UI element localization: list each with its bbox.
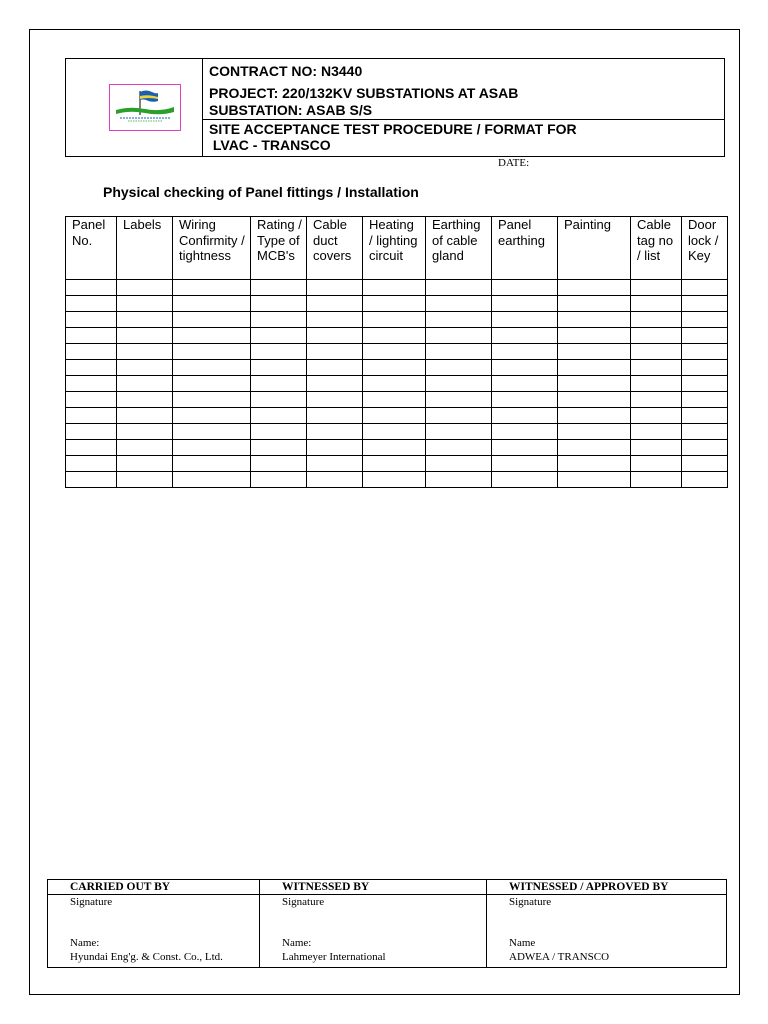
col-header-cable-tag: Cable tag no / list xyxy=(631,217,682,280)
table-cell[interactable] xyxy=(426,408,492,424)
table-cell[interactable] xyxy=(307,360,363,376)
table-cell[interactable] xyxy=(173,456,251,472)
table-cell[interactable] xyxy=(363,456,426,472)
table-cell[interactable] xyxy=(363,392,426,408)
table-cell[interactable] xyxy=(558,344,631,360)
table-cell[interactable] xyxy=(307,424,363,440)
table-cell[interactable] xyxy=(117,360,173,376)
table-cell[interactable] xyxy=(631,360,682,376)
table-row xyxy=(66,296,728,312)
table-cell[interactable] xyxy=(117,376,173,392)
table-cell[interactable] xyxy=(363,344,426,360)
table-cell[interactable] xyxy=(492,392,558,408)
table-cell[interactable] xyxy=(363,360,426,376)
table-cell[interactable] xyxy=(682,344,728,360)
table-cell[interactable] xyxy=(682,312,728,328)
table-cell[interactable] xyxy=(307,328,363,344)
table-cell[interactable] xyxy=(558,360,631,376)
table-cell[interactable] xyxy=(558,392,631,408)
table-cell[interactable] xyxy=(117,328,173,344)
carried-out-by-cell[interactable] xyxy=(48,895,260,968)
date-label: DATE: xyxy=(498,157,530,169)
signature-label: Signature xyxy=(282,896,325,908)
witnessed-by-cell[interactable] xyxy=(260,895,487,968)
table-row xyxy=(66,392,728,408)
col-header-rating: Rating / Type of MCB's xyxy=(251,217,307,280)
table-cell[interactable] xyxy=(426,296,492,312)
table-cell[interactable] xyxy=(117,280,173,296)
table-cell[interactable] xyxy=(631,296,682,312)
table-cell[interactable] xyxy=(66,376,117,392)
table-cell[interactable] xyxy=(558,456,631,472)
table-cell[interactable] xyxy=(631,328,682,344)
organization-label: ADWEA / TRANSCO xyxy=(509,951,610,963)
col-header-panel-no: Panel No. xyxy=(66,217,117,280)
table-cell[interactable] xyxy=(426,312,492,328)
table-cell[interactable] xyxy=(66,280,117,296)
table-cell[interactable] xyxy=(682,392,728,408)
table-cell[interactable] xyxy=(492,280,558,296)
table-cell[interactable] xyxy=(492,472,558,488)
table-cell[interactable] xyxy=(558,424,631,440)
table-cell[interactable] xyxy=(492,344,558,360)
col-header-cable-duct: Cable duct covers xyxy=(307,217,363,280)
table-row xyxy=(66,424,728,440)
title-line-1: SITE ACCEPTANCE TEST PROCEDURE / FORMAT FOR xyxy=(209,121,577,137)
table-cell[interactable] xyxy=(631,344,682,360)
table-cell[interactable] xyxy=(66,408,117,424)
flag-logo-icon xyxy=(110,85,180,130)
table-cell[interactable] xyxy=(631,280,682,296)
table-cell[interactable] xyxy=(251,472,307,488)
col-header-earthing-gland: Earthing of cable gland xyxy=(426,217,492,280)
table-cell[interactable] xyxy=(682,376,728,392)
table-cell[interactable] xyxy=(631,424,682,440)
table-cell[interactable] xyxy=(558,280,631,296)
table-cell[interactable] xyxy=(426,456,492,472)
table-cell[interactable] xyxy=(631,392,682,408)
table-cell[interactable] xyxy=(426,280,492,296)
table-cell[interactable] xyxy=(66,296,117,312)
table-cell[interactable] xyxy=(631,312,682,328)
table-cell[interactable] xyxy=(251,360,307,376)
table-cell[interactable] xyxy=(682,280,728,296)
col-header-heating: Heating / lighting circuit xyxy=(363,217,426,280)
signature-label: Signature xyxy=(70,896,113,908)
signature-label: Signature xyxy=(509,896,552,908)
table-cell[interactable] xyxy=(117,424,173,440)
table-cell[interactable] xyxy=(251,344,307,360)
table-cell[interactable] xyxy=(251,296,307,312)
table-row xyxy=(66,360,728,376)
table-cell[interactable] xyxy=(307,456,363,472)
table-cell[interactable] xyxy=(426,344,492,360)
table-cell[interactable] xyxy=(682,440,728,456)
table-row xyxy=(66,408,728,424)
table-cell[interactable] xyxy=(363,424,426,440)
table-cell[interactable] xyxy=(173,360,251,376)
table-cell[interactable] xyxy=(492,376,558,392)
table-cell[interactable] xyxy=(492,328,558,344)
table-row xyxy=(66,472,728,488)
name-label: Name: xyxy=(282,937,312,949)
table-row xyxy=(66,280,728,296)
table-cell[interactable] xyxy=(173,312,251,328)
table-cell[interactable] xyxy=(251,312,307,328)
table-cell[interactable] xyxy=(251,456,307,472)
table-cell[interactable] xyxy=(558,408,631,424)
table-cell[interactable] xyxy=(173,392,251,408)
table-cell[interactable] xyxy=(363,328,426,344)
table-header-row xyxy=(66,217,728,280)
table-cell[interactable] xyxy=(251,408,307,424)
table-cell[interactable] xyxy=(682,424,728,440)
table-cell[interactable] xyxy=(66,344,117,360)
table-cell[interactable] xyxy=(492,360,558,376)
table-row xyxy=(66,312,728,328)
company-logo xyxy=(109,84,181,131)
table-cell[interactable] xyxy=(307,312,363,328)
table-cell[interactable] xyxy=(426,472,492,488)
table-cell[interactable] xyxy=(117,408,173,424)
table-cell[interactable] xyxy=(117,312,173,328)
table-cell[interactable] xyxy=(307,344,363,360)
table-cell[interactable] xyxy=(173,472,251,488)
table-cell[interactable] xyxy=(631,376,682,392)
table-cell[interactable] xyxy=(66,392,117,408)
carried-out-by-heading: CARRIED OUT BY xyxy=(48,880,260,895)
table-cell[interactable] xyxy=(558,312,631,328)
table-cell[interactable] xyxy=(492,456,558,472)
table-cell[interactable] xyxy=(492,408,558,424)
table-row xyxy=(66,328,728,344)
signature-body-row xyxy=(48,895,727,968)
signature-header-row xyxy=(48,880,727,895)
page-border xyxy=(29,29,740,995)
table-cell[interactable] xyxy=(492,424,558,440)
table-cell[interactable] xyxy=(631,408,682,424)
table-cell[interactable] xyxy=(307,472,363,488)
table-cell[interactable] xyxy=(251,280,307,296)
table-cell[interactable] xyxy=(631,472,682,488)
table-cell[interactable] xyxy=(251,424,307,440)
table-cell[interactable] xyxy=(117,296,173,312)
col-header-painting: Painting xyxy=(558,217,631,280)
table-cell[interactable] xyxy=(307,296,363,312)
table-cell[interactable] xyxy=(117,456,173,472)
organization-label: Lahmeyer International xyxy=(282,951,386,963)
table-cell[interactable] xyxy=(426,328,492,344)
table-cell[interactable] xyxy=(117,440,173,456)
witnessed-by-heading: WITNESSED BY xyxy=(260,880,487,895)
table-cell[interactable] xyxy=(492,296,558,312)
table-cell[interactable] xyxy=(682,456,728,472)
table-row xyxy=(66,440,728,456)
table-cell[interactable] xyxy=(631,456,682,472)
table-cell[interactable] xyxy=(426,440,492,456)
table-row xyxy=(66,344,728,360)
table-cell[interactable] xyxy=(66,472,117,488)
table-cell[interactable] xyxy=(251,328,307,344)
table-cell[interactable] xyxy=(426,376,492,392)
col-header-wiring: Wiring Confirmity / tightness xyxy=(173,217,251,280)
approved-by-cell[interactable] xyxy=(487,895,727,968)
table-cell[interactable] xyxy=(682,472,728,488)
name-label: Name: xyxy=(70,937,100,949)
title-line-2: LVAC - TRANSCO xyxy=(209,137,331,153)
table-cell[interactable] xyxy=(307,376,363,392)
name-label: Name xyxy=(509,937,536,949)
logo-cell xyxy=(66,59,203,156)
table-cell[interactable] xyxy=(66,440,117,456)
table-cell[interactable] xyxy=(363,296,426,312)
table-cell[interactable] xyxy=(66,328,117,344)
table-cell[interactable] xyxy=(251,392,307,408)
col-header-panel-earthing: Panel earthing xyxy=(492,217,558,280)
table-cell[interactable] xyxy=(173,376,251,392)
table-cell[interactable] xyxy=(492,312,558,328)
table-cell[interactable] xyxy=(117,472,173,488)
project-name: PROJECT: 220/132KV SUBSTATIONS AT ASAB xyxy=(209,85,519,101)
table-cell[interactable] xyxy=(631,440,682,456)
table-cell[interactable] xyxy=(117,344,173,360)
table-cell[interactable] xyxy=(682,408,728,424)
table-cell[interactable] xyxy=(363,312,426,328)
table-cell[interactable] xyxy=(558,472,631,488)
table-cell[interactable] xyxy=(307,392,363,408)
table-cell[interactable] xyxy=(173,296,251,312)
header-info xyxy=(203,59,724,119)
table-cell[interactable] xyxy=(682,296,728,312)
table-cell[interactable] xyxy=(558,440,631,456)
table-cell[interactable] xyxy=(66,312,117,328)
col-header-labels: Labels xyxy=(117,217,173,280)
header-table xyxy=(65,58,725,157)
table-cell[interactable] xyxy=(173,408,251,424)
table-cell[interactable] xyxy=(251,440,307,456)
table-cell[interactable] xyxy=(363,376,426,392)
table-cell[interactable] xyxy=(251,376,307,392)
table-cell[interactable] xyxy=(66,424,117,440)
table-cell[interactable] xyxy=(173,424,251,440)
table-cell[interactable] xyxy=(117,392,173,408)
table-cell[interactable] xyxy=(492,440,558,456)
table-cell[interactable] xyxy=(363,440,426,456)
table-cell[interactable] xyxy=(173,328,251,344)
table-cell[interactable] xyxy=(173,344,251,360)
table-cell[interactable] xyxy=(307,280,363,296)
panel-checklist-table xyxy=(65,216,728,488)
section-subtitle: Physical checking of Panel fittings / Installation xyxy=(103,184,419,200)
table-cell[interactable] xyxy=(682,328,728,344)
table-cell[interactable] xyxy=(66,456,117,472)
document-title xyxy=(203,119,724,157)
table-cell[interactable] xyxy=(558,296,631,312)
table-row xyxy=(66,456,728,472)
contract-number: CONTRACT NO: N3440 xyxy=(209,63,363,79)
table-cell[interactable] xyxy=(426,360,492,376)
table-row xyxy=(66,376,728,392)
table-cell[interactable] xyxy=(363,472,426,488)
table-cell[interactable] xyxy=(426,392,492,408)
table-cell[interactable] xyxy=(363,408,426,424)
table-cell[interactable] xyxy=(307,440,363,456)
table-cell[interactable] xyxy=(363,280,426,296)
organization-label: Hyundai Eng'g. & Const. Co., Ltd. xyxy=(70,951,223,963)
col-header-door-lock: Door lock / Key xyxy=(682,217,728,280)
substation-name: SUBSTATION: ASAB S/S xyxy=(209,102,373,118)
table-cell[interactable] xyxy=(66,360,117,376)
table-cell[interactable] xyxy=(173,280,251,296)
table-cell[interactable] xyxy=(173,440,251,456)
table-cell[interactable] xyxy=(558,328,631,344)
table-cell[interactable] xyxy=(426,424,492,440)
table-cell[interactable] xyxy=(558,376,631,392)
table-cell[interactable] xyxy=(307,408,363,424)
signature-table xyxy=(47,879,727,968)
table-cell[interactable] xyxy=(682,360,728,376)
approved-by-heading: WITNESSED / APPROVED BY xyxy=(487,880,727,895)
